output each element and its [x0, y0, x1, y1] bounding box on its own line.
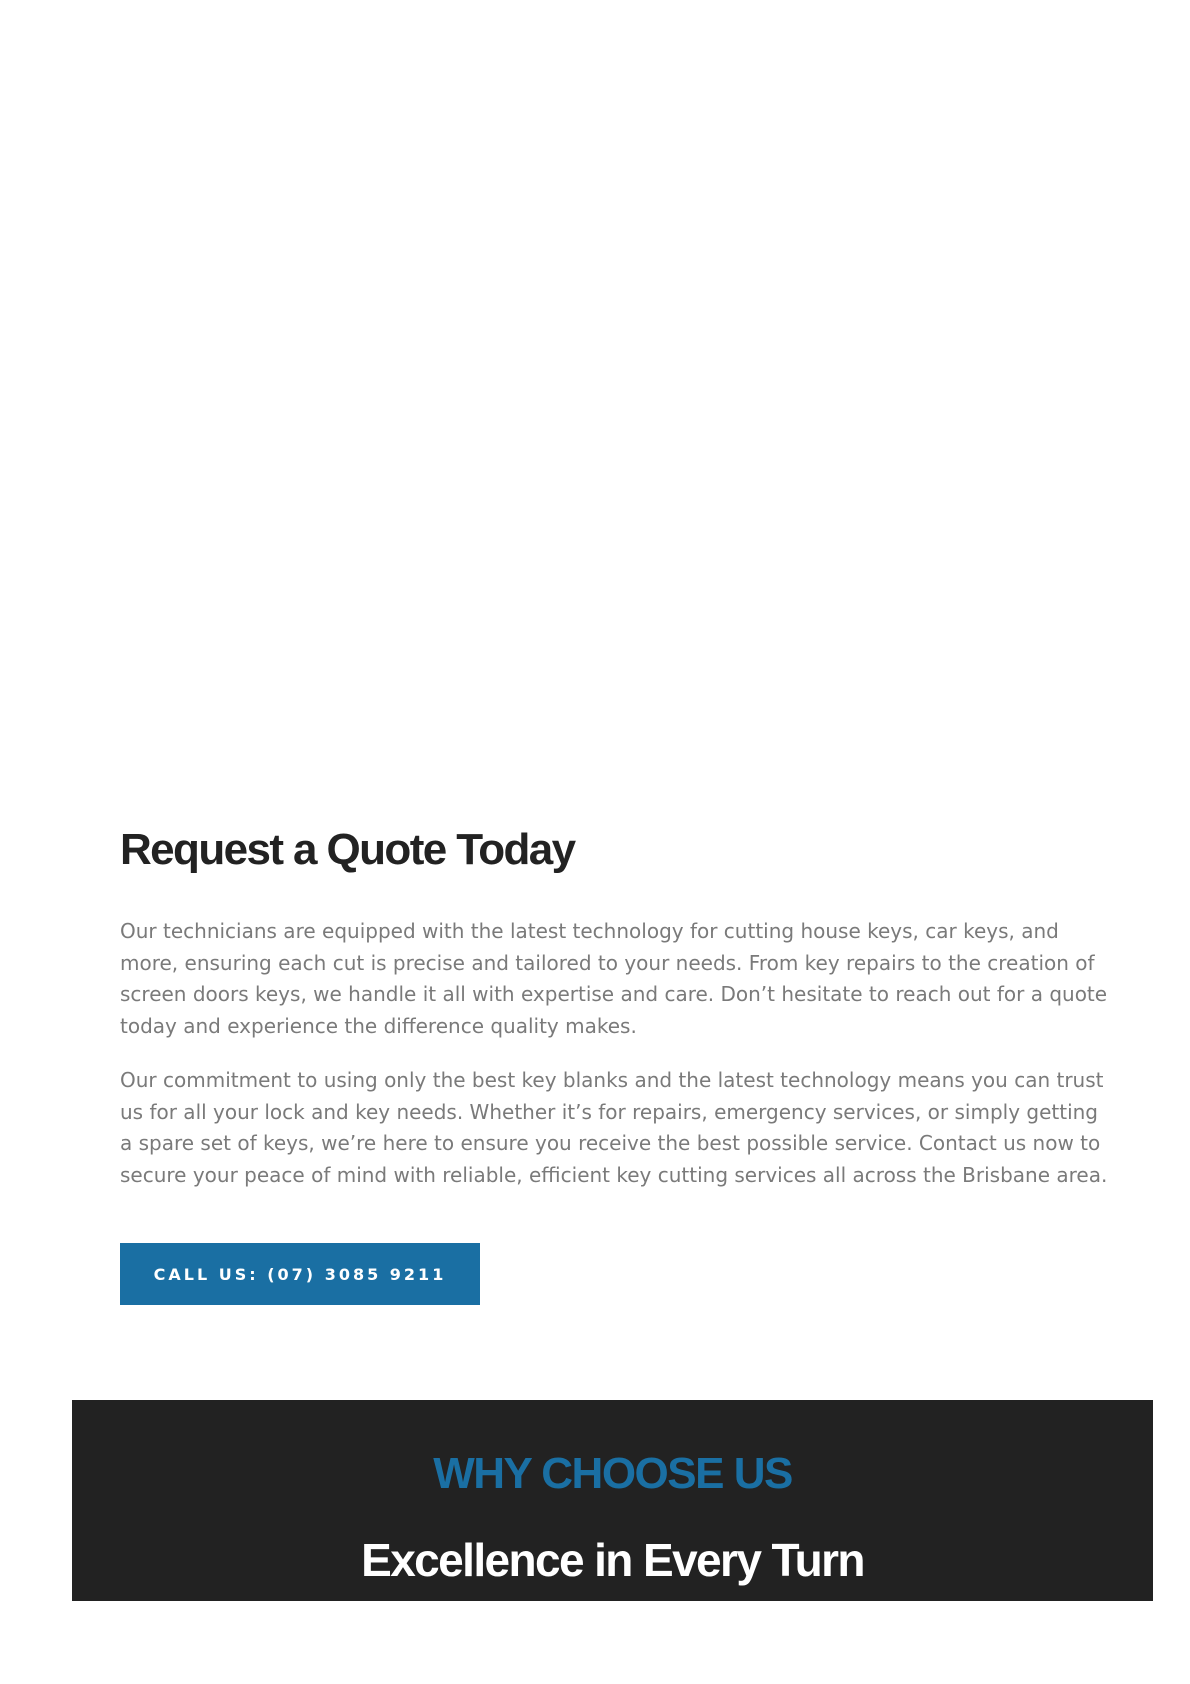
quote-heading: Request a Quote Today — [120, 825, 575, 874]
quote-paragraph-technology: Our technicians are equipped with the latest technology for cutting house keys, car keys, and more, ensuring each cut is precise and tailored to your needs. From key repairs to the creation of screen doors keys, we handle it all with expertise and care. Don’t hesitate to reach out for a quote today and experience the difference quality makes. — [120, 919, 1108, 1038]
why-choose-us-section — [72, 1400, 1153, 1601]
call-us-button[interactable]: CALL US: (07) 3085 9211 — [120, 1243, 480, 1305]
why-choose-us-heading: Excellence in Every Turn — [361, 1534, 864, 1586]
why-choose-us-kicker: WHY CHOOSE US — [433, 1449, 792, 1498]
quote-paragraph-commitment: Our commitment to using only the best key blanks and the latest technology means you can trust us for all your lock and key needs. Whether it’s for repairs, emergency services, or simply getting a spare set of keys, we’re here to ensure you receive the best possible service. Contact us now to secure your peace of mind with reliable, efficient key cutting services all across the Brisbane area. — [120, 1068, 1108, 1187]
